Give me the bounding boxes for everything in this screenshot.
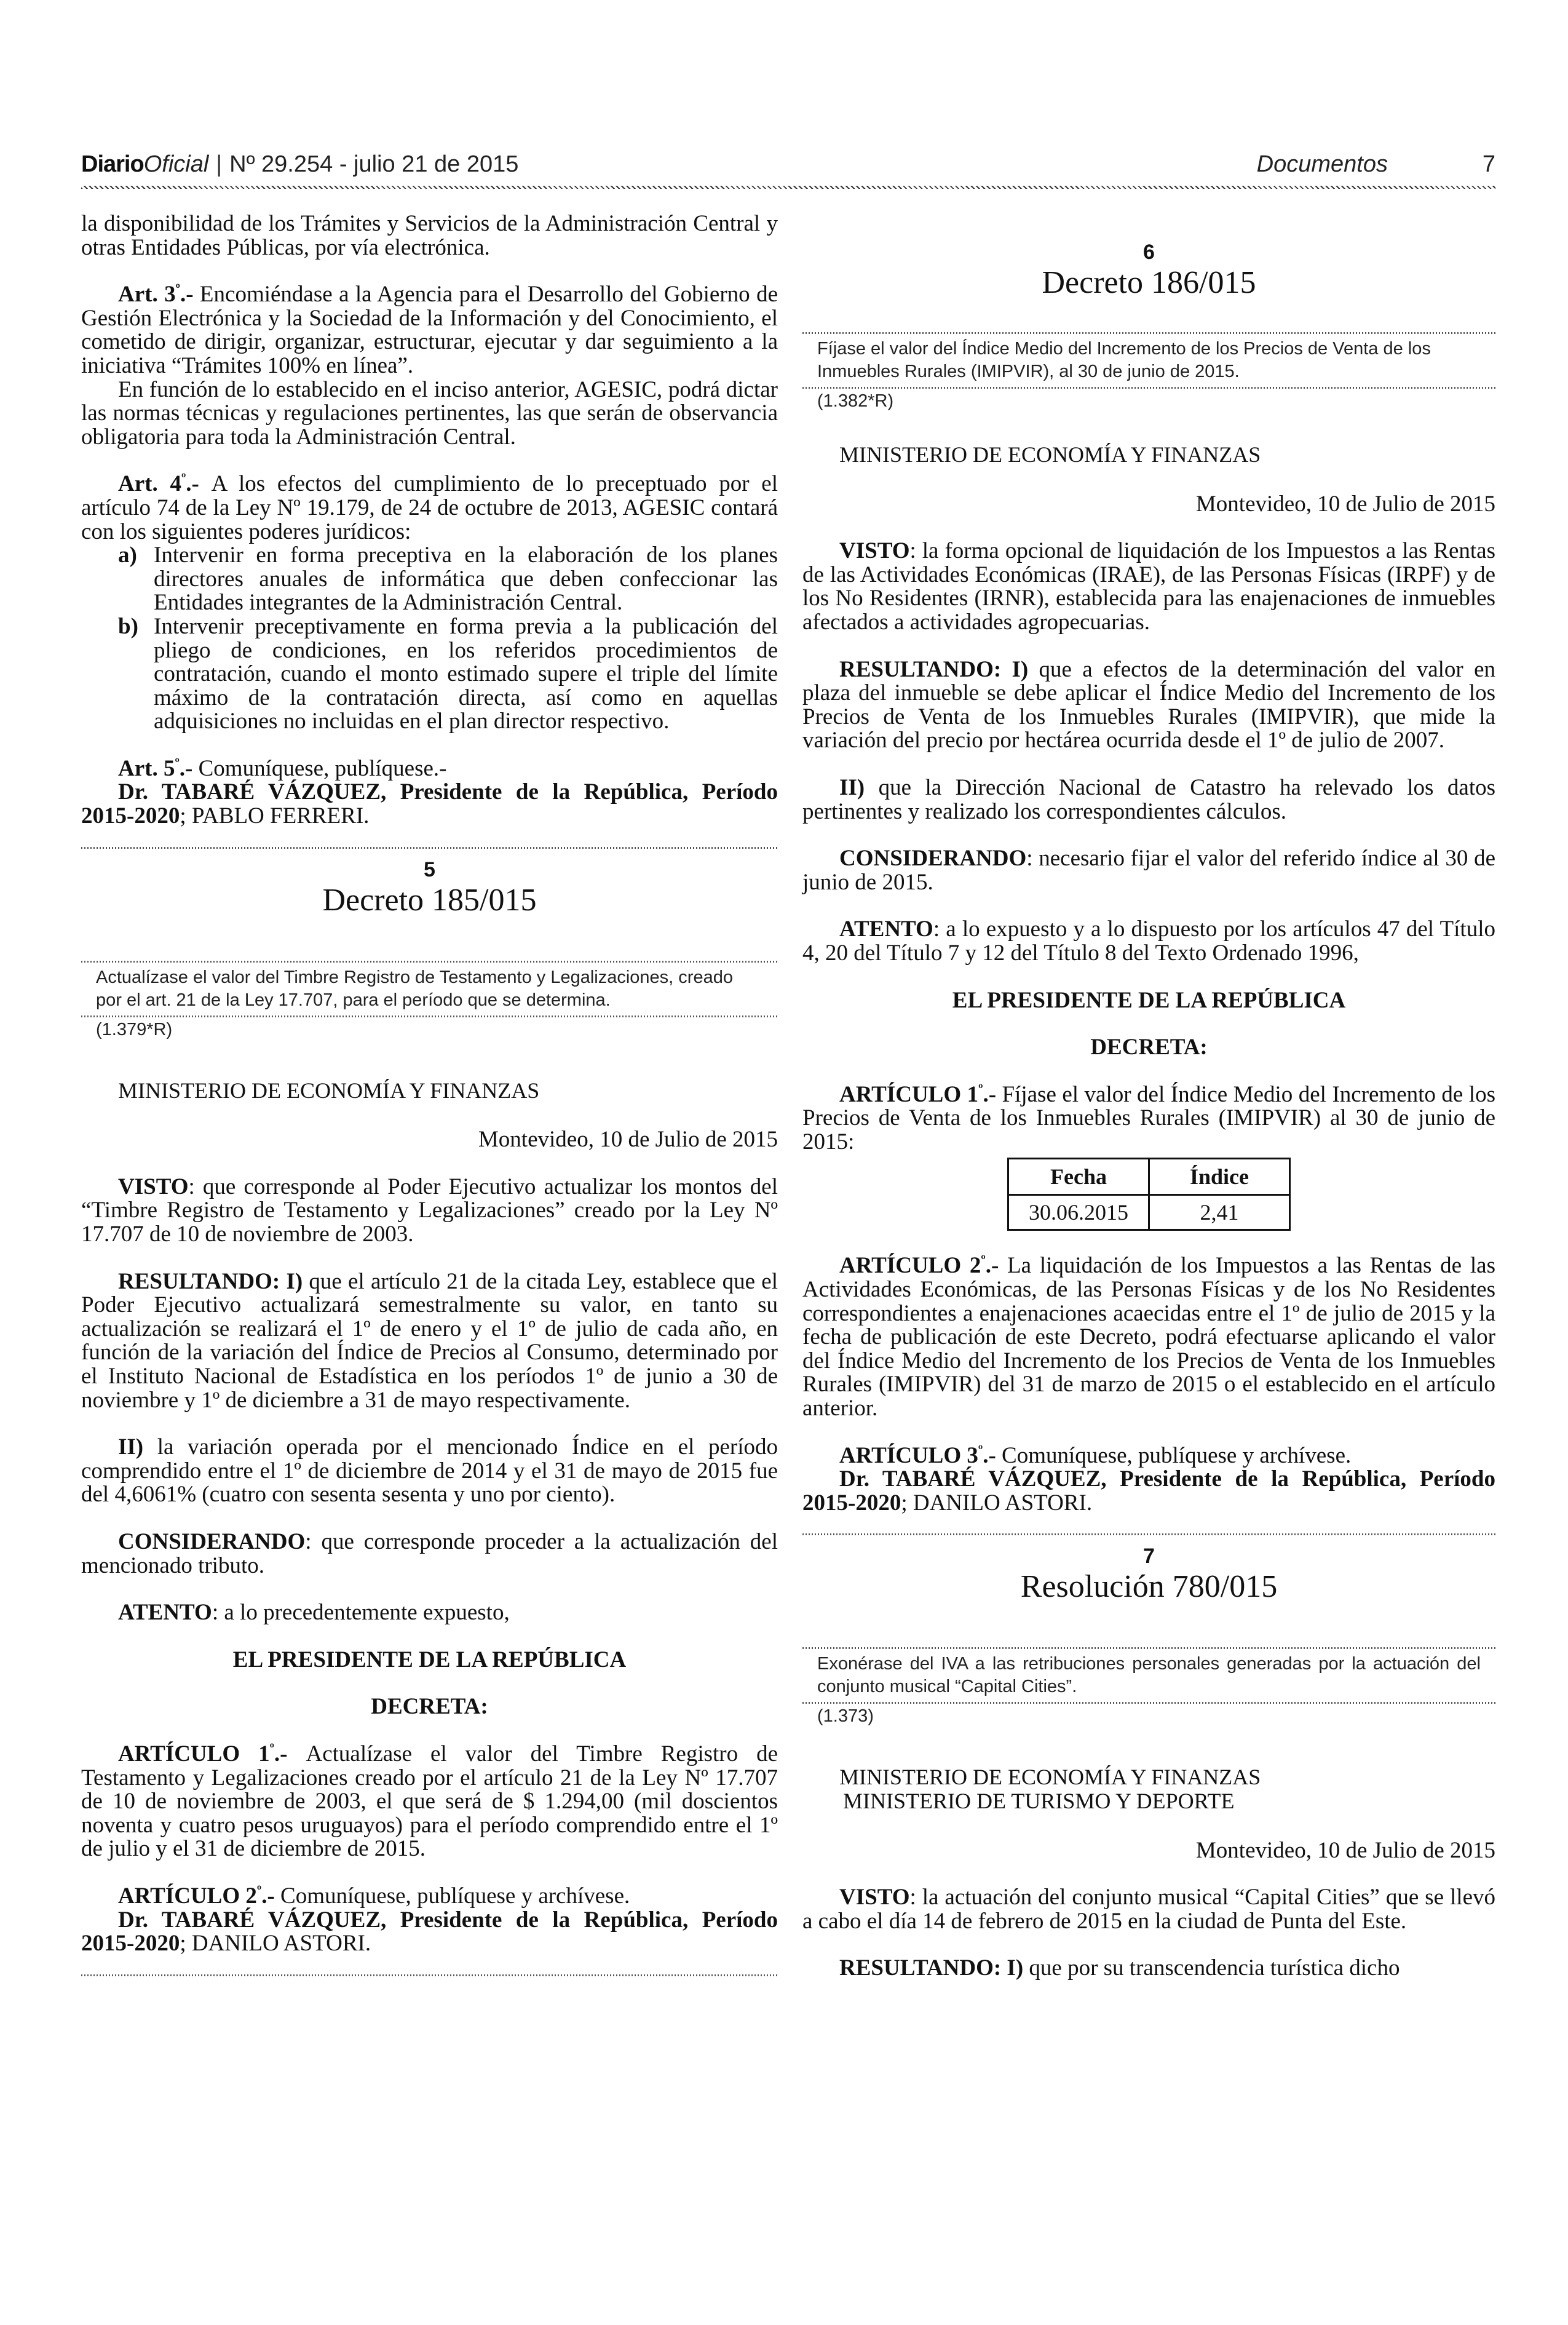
article-4: Art. $4^º.-$ A los efectos del cumplimiento de lo preceptuado por el artículo 74 de la Ley Nº 19.179, de 24 de octubre de 2013, AGESIC contará con los siguientes poderes jurídicos: <box>81 471 778 544</box>
document-reference: (1.382*R) <box>817 391 894 411</box>
left-column <box>81 212 778 1976</box>
resultando-paragraph-1: RESULTANDO: I) que por su transcendencia turística dicho <box>839 1955 1400 1981</box>
header-rule <box>81 186 1495 189</box>
considerando-paragraph: CONSIDERANDO: que corresponde proceder a la actualización del mencionado tributo. <box>81 1528 778 1578</box>
article-1: ARTÍCULO $1^º.-$ Fíjase el valor del Índice Medio del Incremento de los Precios de Venta de los Inmuebles Rurales (IMIPVIR) al 30 de junio de 2015: <box>802 1081 1495 1155</box>
visto-paragraph: VISTO: la actuación del conjunto musical “Capital Cities” que se llevó a cabo el día 14 de febrero de 2015 en la ciudad de Punta del Este. <box>802 1885 1495 1934</box>
document-title: Resolución 780/015 <box>1020 1569 1278 1605</box>
document-number: 6 <box>1143 240 1155 264</box>
table-row <box>1008 1195 1290 1230</box>
document-number: 7 <box>1143 1544 1155 1568</box>
decreta-heading: DECRETA: <box>371 1694 488 1720</box>
resultando-paragraph-2: II) que la Dirección Nacional de Catastro ha relevado los datos pertinentes y realizado los correspondientes cálculos. <box>802 774 1495 824</box>
resultando-paragraph-1: RESULTANDO: I) que el artículo 21 de la citada Ley, establece que el Poder Ejecutivo actualizará semestralmente su valor, en tanto su actualización se realizará el 1º de enero y el 1º de julio de cada año, en función de la variación del Índice de Precios al Consumo, determinado por el Instituto Nacional de Estadística en los períodos 1º de junio a 30 de noviembre y 1º de diciembre a 31 de mayo respectivamente. <box>81 1268 778 1413</box>
document-reference: (1.379*R) <box>96 1019 173 1039</box>
article-5: Art. $5^º.-$ Comuníquese, publíquese.- <box>118 755 447 781</box>
article-2: ARTÍCULO $2^º.-$ Comuníquese, publíquese y archívese. <box>118 1882 630 1909</box>
header-separator: | <box>216 151 223 177</box>
column-header-indice: Índice <box>1149 1159 1290 1195</box>
document-reference: (1.373) <box>817 1706 874 1727</box>
visto-paragraph: VISTO: que corresponde al Poder Ejecutivo actualizar los montos del “Timbre Registro de Testamento y Legalizaciones” creado por la Ley Nº 17.707 de 10 de noviembre de 2003. <box>81 1174 778 1247</box>
ministry-name: MINISTERIO DE ECONOMÍA Y FINANZAS <box>839 1765 1261 1790</box>
brand-logo-bold: Diario <box>81 151 144 177</box>
article-2: ARTÍCULO $2^º.-$ La liquidación de los Impuestos a las Rentas de las Actividades Económicas, de las Personas Físicas y de los No Residentes correspondientes a enajenaciones acaecidas entre el 1º de julio de 2015 y la fecha de publicación de este Decreto, podrá efectuarse aplicando el valor del Índice Medio del Incremento de los Precios de Venta de los Inmuebles Rurales (IMIPVIR) del 31 de marzo de 2015 o el establecido en el artículo anterior. <box>802 1252 1495 1421</box>
signature-block: Dr. TABARÉ VÁZQUEZ, Presidente de la República, Período 2015-2020; DANILO ASTORI. <box>81 1907 778 1957</box>
brand-logo-italic: Oficial <box>143 151 209 177</box>
considerando-paragraph: CONSIDERANDO: necesario fijar el valor del referido índice al 30 de junio de 2015. <box>802 846 1495 895</box>
dateline: Montevideo, 10 de Julio de 2015 <box>1195 491 1495 517</box>
ministry-name: MINISTERIO DE ECONOMÍA Y FINANZAS <box>118 1078 540 1103</box>
document-title: Decreto 186/015 <box>1042 265 1256 300</box>
index-table <box>1007 1158 1291 1231</box>
cell-fecha: 30.06.2015 <box>1008 1195 1149 1230</box>
dateline: Montevideo, 10 de Julio de 2015 <box>1195 1837 1495 1863</box>
document-summary: Fíjase el valor del Índice Medio del Incremento de los Precios de Venta de los Inmuebles Rurales (IMIPVIR), al 30 de junio de 2015. <box>817 339 1431 381</box>
continuation-paragraph: la disponibilidad de los Trámites y Servicios de la Administración Central y otras Entidades Públicas, por vía electrónica. <box>81 211 778 260</box>
document-title: Decreto 185/015 <box>322 882 537 918</box>
atento-paragraph: ATENTO: a lo precedentemente expuesto, <box>118 1600 510 1626</box>
page-header <box>81 151 1495 194</box>
ministry-name-2: MINISTERIO DE TURISMO Y DEPORTE <box>843 1789 1235 1813</box>
atento-paragraph: ATENTO: a lo expuesto y a lo dispuesto por los artículos 47 del Título 4, 20 del Título 7 y 12 del Título 8 del Texto Ordenado 1996, <box>802 916 1495 966</box>
document-summary: Exonérase del IVA a las retribuciones personales generadas por la actuación del conjunto musical “Capital Cities”. <box>817 1654 1481 1697</box>
list-item-a: a) Intervenir en forma preceptiva en la elaboración de los planes directores anuales de informática que deben confeccionar las Entidades integrantes de la Administración Central. <box>118 542 778 616</box>
page-number: 7 <box>1482 151 1495 177</box>
visto-paragraph: VISTO: la forma opcional de liquidación de los Impuestos a las Rentas de las Actividades Económicas (IRAE), de las Personas Físicas (IRPF) y de los No Residentes (IRNR), establecida para las enajenaciones de inmuebles afectados a actividades agropecuarias. <box>802 538 1495 635</box>
article-1: ARTÍCULO $1^º.-$ Actualízase el valor del Timbre Registro de Testamento y Legalizaciones creado por el artículo 21 de la Ley Nº 17.707 de 10 de noviembre de 2003, el que será de $ 1.294,00 (mil doscientos noventa y cuatro pesos uruguayos) para el período comprendido entre el 1º de julio y el 31 de diciembre de 2015. <box>81 1740 778 1862</box>
article-3: Art. $3^º.-$ Encomiéndase a la Agencia para el Desarrollo del Gobierno de Gestión Electrónica y la Sociedad de la Información y del Conocimiento, el cometido de dirigir, organizar, estructurar, ejecutar y dar seguimiento a la iniciativa “Trámites 100% en línea”. <box>81 280 778 378</box>
resultando-paragraph-1: RESULTANDO: I) que a efectos de la determinación del valor en plaza del inmueble se debe aplicar el Índice Medio del Incremento de los Precios de Venta de los Inmuebles Rurales (IMIPVIR), que mide la variación del precio por hectárea ocurrida desde el 1º de julio de 2007. <box>802 656 1495 753</box>
cell-indice: 2,41 <box>1149 1195 1290 1230</box>
signature-block: Dr. TABARÉ VÁZQUEZ, Presidente de la República, Período 2015-2020; DANILO ASTORI. <box>802 1466 1495 1516</box>
decreta-heading: DECRETA: <box>1090 1035 1208 1060</box>
dateline: Montevideo, 10 de Julio de 2015 <box>478 1127 778 1153</box>
issue-info: Nº 29.254 - julio 21 de 2015 <box>229 151 519 177</box>
signature-block: Dr. TABARÉ VÁZQUEZ, Presidente de la República, Período 2015-2020; PABLO FERRERI. <box>81 779 778 829</box>
masthead <box>81 151 518 178</box>
document-summary: Actualízase el valor del Timbre Registro de Testamento y Legalizaciones, creado por el art. 21 de la Ley 17.707, para el período que se determina. <box>96 967 733 1010</box>
section-name: Documentos <box>1256 151 1388 177</box>
document-number: 5 <box>424 857 435 881</box>
table-header-row <box>1008 1159 1290 1195</box>
ministry-name: MINISTERIO DE ECONOMÍA Y FINANZAS <box>839 442 1261 467</box>
article-3-paragraph-2: En función de lo establecido en el inciso anterior, AGESIC, podrá dictar las normas técnicas y regulaciones pertinentes, las que serán de observancia obligatoria para toda la Administración Central. <box>81 376 778 450</box>
resultando-paragraph-2: II) la variación operada por el mencionado Índice en el período comprendido entre el 1º de diciembre de 2014 y el 31 de mayo de 2015 fue del 4,6061% (cuatro con sesenta sesenta y uno por ciento). <box>81 1434 778 1508</box>
president-heading: EL PRESIDENTE DE LA REPÚBLICA <box>232 1647 627 1672</box>
list-item-b: b) Intervenir preceptivamente en forma previa a la publicación del pliego de condiciones, en los referidos procedimientos de contratación, cuando el monto estimado supere el triple del límite máximo de la contratación directa, así como en aquellas adquisiciones no incluidas en el plan director respectivo. <box>118 613 778 734</box>
article-3: ARTÍCULO $3^º.-$ Comuníquese, publíquese y archívese. <box>839 1442 1352 1468</box>
president-heading: EL PRESIDENTE DE LA REPÚBLICA <box>952 987 1346 1013</box>
right-column <box>802 212 1495 1981</box>
section-divider <box>81 1974 778 1976</box>
column-header-fecha: Fecha <box>1008 1159 1149 1195</box>
